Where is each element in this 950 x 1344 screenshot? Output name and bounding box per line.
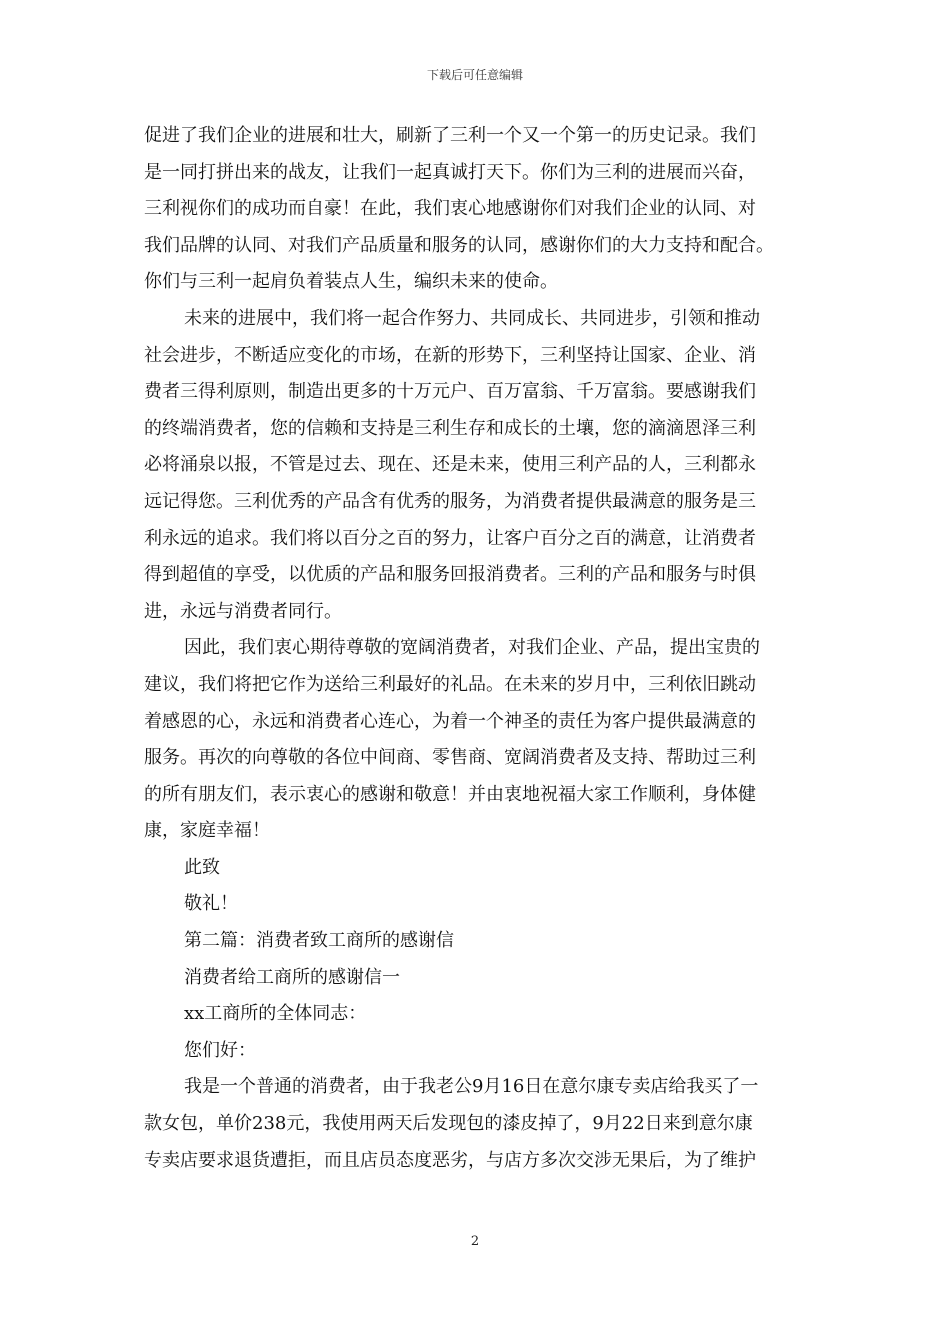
- page-header: 下载后可任意编辑: [426, 68, 523, 82]
- text-line: 着感恩的心，永远和消费者心连心，为着一个神圣的责任为客户提供最满意的: [144, 710, 756, 732]
- text-line: 远记得您。三利优秀的产品含有优秀的服务，为消费者提供最满意的服务是三: [144, 490, 756, 512]
- text-line: 费者三得利原则，制造出更多的十万元户、百万富翁、千万富翁。要感谢我们: [144, 381, 756, 403]
- text-line: 我们品牌的认同、对我们产品质量和服务的认同，感谢你们的大力支持和配合。: [144, 234, 774, 256]
- text-line: 您们好：: [184, 1039, 256, 1061]
- page-number: 2: [470, 1234, 480, 1249]
- text-line: 专卖店要求退货遭拒，而且店员态度恶劣，与店方多次交涉无果后，为了维护: [144, 1149, 756, 1171]
- text-line: xx工商所的全体同志：: [184, 1003, 367, 1025]
- text-line: 社会进步，不断适应变化的市场，在新的形势下，三利坚持让国家、企业、消: [144, 344, 756, 366]
- text-line: 建议，我们将把它作为送给三利最好的礼品。在未来的岁月中，三利依旧跳动: [144, 673, 756, 695]
- text-line: 康，家庭幸福！: [144, 820, 270, 842]
- text-line: 是一同打拼出来的战友，让我们一起真诚打天下。你们为三利的进展而兴奋，: [144, 161, 756, 183]
- text-line: 此致: [184, 856, 220, 878]
- text-line: 因此，我们衷心期待尊敬的宽阔消费者，对我们企业、产品，提出宝贵的: [184, 637, 760, 659]
- text-line: 三利视你们的成功而自豪！在此，我们衷心地感谢你们对我们企业的认同、对: [144, 198, 756, 220]
- text-line: 利永远的追求。我们将以百分之百的努力，让客户百分之百的满意，让消费者: [144, 527, 756, 549]
- text-line: 敬礼！: [184, 893, 238, 915]
- text-line: 消费者给工商所的感谢信一: [184, 966, 400, 988]
- text-line: 必将涌泉以报，不管是过去、现在、还是未来，使用三利产品的人，三利都永: [144, 454, 756, 476]
- text-line: 的所有朋友们，表示衷心的感谢和敬意！并由衷地祝福大家工作顺利，身体健: [144, 783, 756, 805]
- text-line: 促进了我们企业的进展和壮大，刷新了三利一个又一个第一的历史记录。我们: [144, 125, 756, 146]
- document-body: [144, 118, 824, 1179]
- text-line: 服务。再次的向尊敬的各位中间商、零售商、宽阔消费者及支持、帮助过三利: [144, 747, 756, 769]
- text-line: 你们与三利一起肩负着装点人生，编织未来的使命。: [144, 271, 558, 293]
- text-line: 得到超值的享受，以优质的产品和服务回报消费者。三利的产品和服务与时俱: [144, 564, 756, 586]
- text-line: 进，永远与消费者同行。: [144, 600, 342, 622]
- text-line: 我是一个普通的消费者，由于我老公9月16日在意尔康专卖店给我买了一: [184, 1076, 759, 1098]
- text-line: 第二篇：消费者致工商所的感谢信: [184, 930, 454, 952]
- text-line: 款女包，单价238元，我使用两天后发现包的漆皮掉了，9月22日来到意尔康: [144, 1113, 753, 1135]
- text-line: 的终端消费者，您的信赖和支持是三利生存和成长的土壤，您的滴滴恩泽三利: [144, 417, 756, 439]
- text-line: 未来的进展中，我们将一起合作努力、共同成长、共同进步，引领和推动: [184, 307, 760, 329]
